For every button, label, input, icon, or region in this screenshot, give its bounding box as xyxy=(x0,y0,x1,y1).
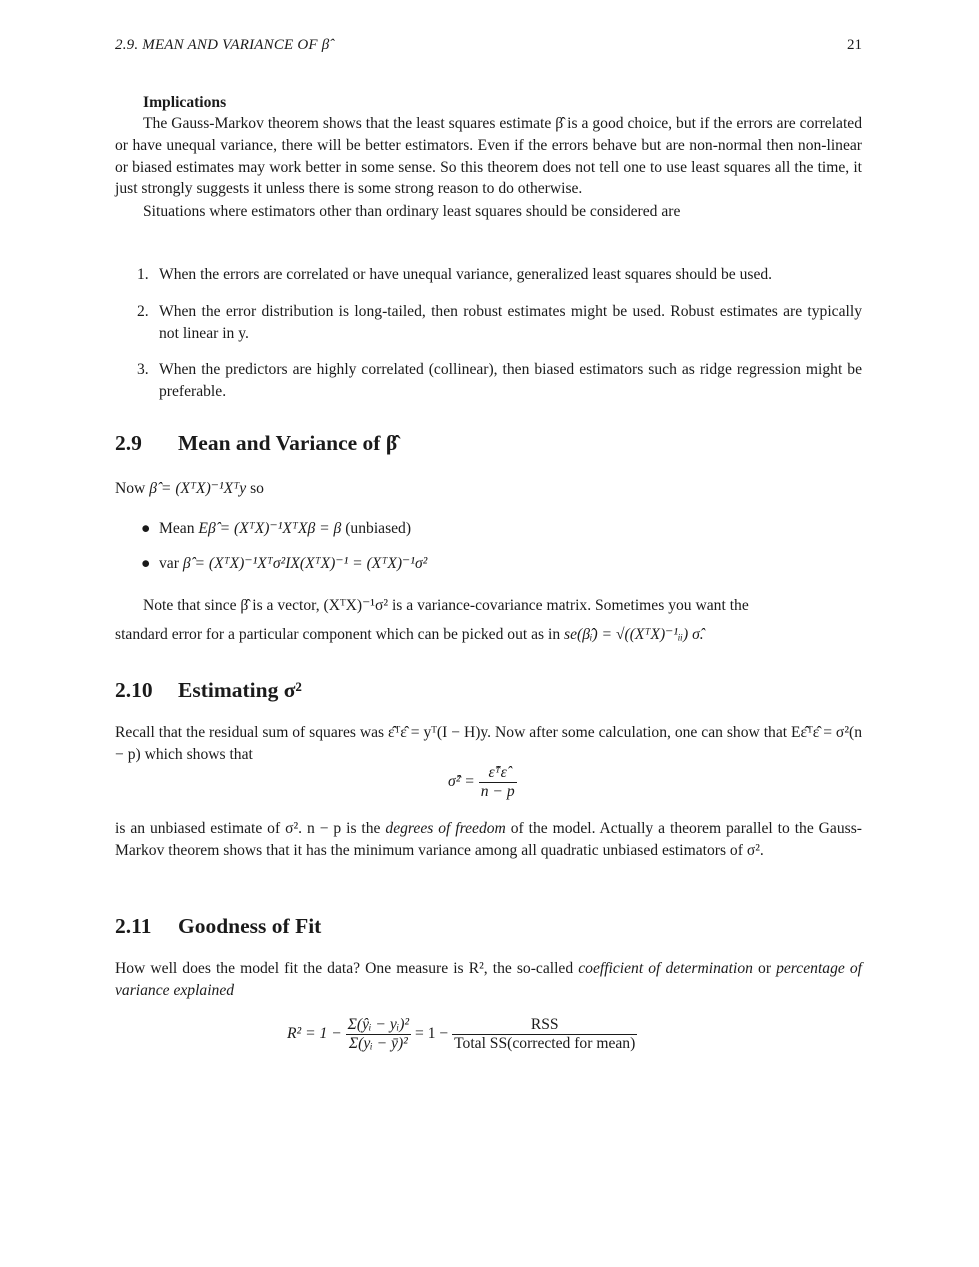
bullet-icon: ● xyxy=(141,520,151,537)
list-item: ● Mean Eβ̂ = (XᵀX)⁻¹XᵀXβ = β (unbiased) xyxy=(115,518,862,540)
se-formula: se(β̂ᵢ) = √((XᵀX)⁻¹ᵢᵢ) σ̂. xyxy=(564,625,704,643)
section-heading-2-11: 2.11 Goodness of Fit xyxy=(115,914,322,938)
situations-paragraph: Situations where estimators other than ordinary least squares should be considered are xyxy=(143,203,681,221)
implications-heading: Implications xyxy=(143,94,227,111)
implications-block xyxy=(115,94,862,223)
running-title: 2.9. MEAN AND VARIANCE OF β̂ xyxy=(115,37,330,53)
rss-paragraph: Recall that the residual sum of squares was ε̂ᵀε̂ = yᵀ(I − H)y. Now after some calculation, one can show that Eε̂ᵀε̂ = σ²(n − p) which shows that xyxy=(115,724,862,763)
now-line: Now β̂ = (XᵀX)⁻¹Xᵀy so xyxy=(115,480,264,497)
moments-list xyxy=(115,518,862,575)
now-formula: β̂ = (XᵀX)⁻¹Xᵀy xyxy=(149,480,247,497)
unbiased-paragraph: is an unbiased estimate of σ². n − p is the degrees of freedom of the model. Actually a theorem parallel to the Gauss-Markov theorem shows that it has the minimum variance among all quadratic unbiased estimators of σ². xyxy=(115,820,862,859)
goodness-paragraph: How well does the model fit the data? One measure is R², the so-called coefficient of determination or percentage of variance explained xyxy=(115,960,862,999)
bullet-icon: ● xyxy=(141,554,151,572)
implications-paragraph: The Gauss-Markov theorem shows that the least squares estimate β̂ is a good choice, but if the errors are correlated or have unequal variance, there will be better estimators. Even if the errors behave but are non-normal then non-linear or biased estimates may work better in some sense. So this theorem does not tell one to use least squares all the time, it just strongly suggests it unless there is some strong reason to do otherwise. xyxy=(115,115,862,198)
situations-list xyxy=(115,264,862,403)
sigma-hat-equation: σ̂² = $\frac{\text{ε̂ᵀε̂}}{n - p}$ xyxy=(448,764,515,800)
section-heading-2-10: 2.10 Estimating σ² xyxy=(115,678,302,702)
running-header xyxy=(115,37,862,54)
list-item: 2. When the error distribution is long-tailed, then robust estimates might be used. Robust estimates are typically not linear in y. xyxy=(137,302,862,342)
list-item: 3. When the predictors are highly correlated (collinear), then biased estimators such as ridge regression might be preferable. xyxy=(137,361,862,401)
note-paragraph: Note that since β̂ is a vector, (XᵀX)⁻¹σ² is a variance-covariance matrix. Sometimes you want the standard error for a particular component which can be picked out as in se(β̂ᵢ) = √((XᵀX)⁻¹ᵢᵢ) σ̂. xyxy=(115,597,749,643)
r-squared-equation: R² = 1 − $\frac{\text{Σ(ŷᵢ − yᵢ)²}}{\text{Σ(yᵢ − ȳ)²}}$ = 1 − $\frac{\text{RSS}}{\text{Total SS(corrected for mean)}}$ xyxy=(287,1016,636,1052)
list-item: ● var β̂ = (XᵀX)⁻¹Xᵀσ²IX(XᵀX)⁻¹ = (XᵀX)⁻¹σ² xyxy=(115,553,862,575)
list-item: 1. When the errors are correlated or have unequal variance, generalized least squares should be used. xyxy=(137,266,773,283)
section-heading-2-9: 2.9 Mean and Variance of β̂ xyxy=(115,431,398,455)
page-number: 21 xyxy=(847,37,862,53)
